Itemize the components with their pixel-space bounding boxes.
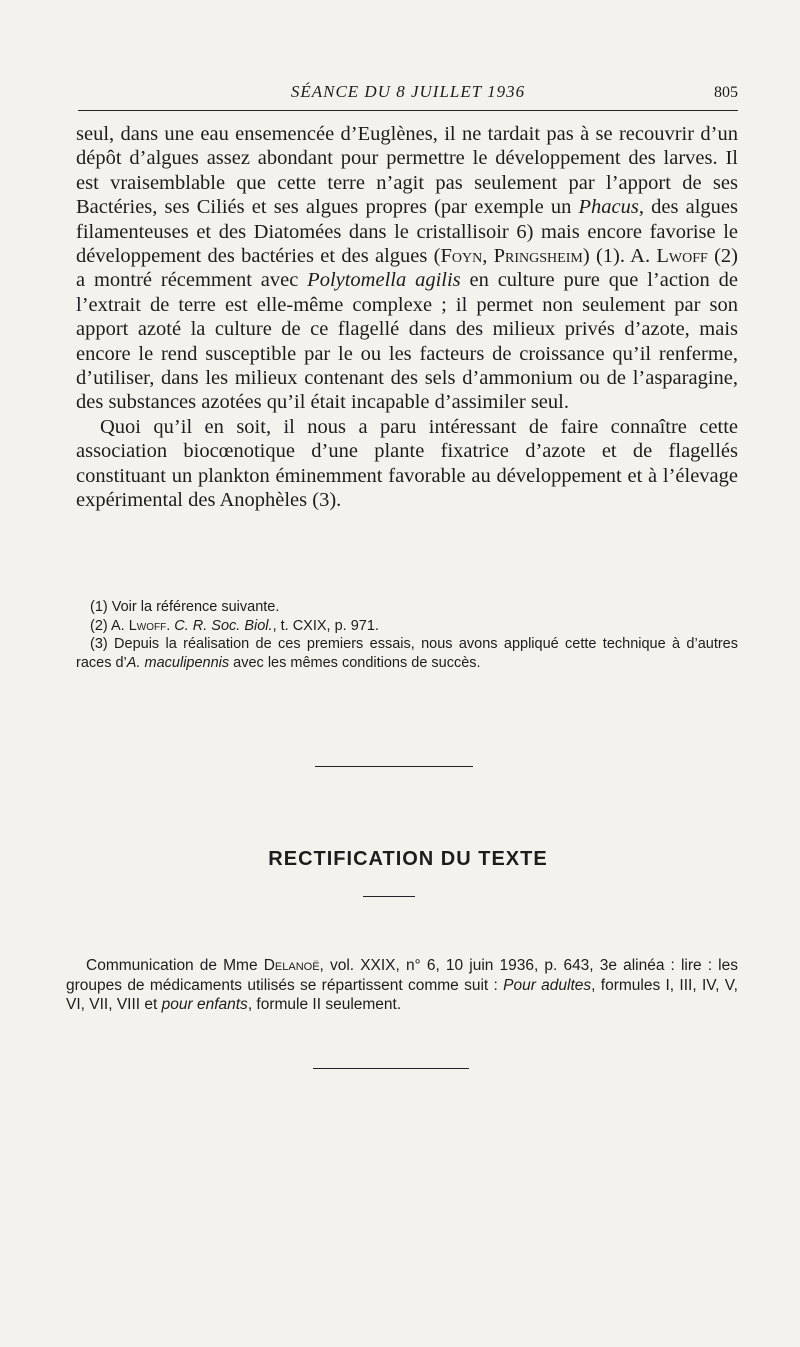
footnote-3 bbox=[76, 635, 738, 672]
paragraph-1-text-a: seul, dans une eau ensemencée d’Euglènes, il ne tardait pas à se recouvrir d’un dépôt d’algues assez abondant pour permettre le développement des larves. Il est vraisemblable que cette terre n’agit pas seulement par l’apport de ses Bactéries, ses Ciliés et ses algues propres (par exemple un bbox=[76, 123, 738, 219]
footnote-3-text-b: avec les mêmes conditions de succès. bbox=[229, 654, 481, 671]
correction-children: pour enfants bbox=[161, 996, 248, 1013]
correction-text-d: , formule II seulement. bbox=[247, 996, 402, 1013]
end-rule bbox=[313, 1068, 469, 1069]
footnotes bbox=[76, 598, 738, 672]
paragraph-1-text-e: en culture pure que l’action de l’extrait de terre est elle-même complexe ; il permet non seulement par son apport azoté la culture de ce flagellé dans des milieux privés d’azote, mais encore le rend susceptible par le ou les facteurs de croissance qu’il renferme, d’utiliser, dans les milieux contenant des sels d’ammonium ou de l’asparagine, des substances azotées qu’il était incapable d’assimiler seul. bbox=[76, 269, 739, 414]
footnote-2-journal: C. R. Soc. Biol. bbox=[174, 617, 273, 634]
paragraph-1-text-d: (2) a montré récemment avec bbox=[76, 245, 739, 292]
separator-rule bbox=[315, 766, 473, 767]
running-title: SÉANCE DU 8 JUILLET 1936 bbox=[290, 82, 526, 101]
main-text bbox=[76, 122, 738, 513]
paragraph-2: Quoi qu’il en soit, il nous a paru intéressant de faire connaître cette association biocœnotique d’une plante fixatrice d’azote et de flagellés constituant un plankton éminemment favorable au développement et à l’élevage expérimental des Anophèles (3). bbox=[76, 415, 738, 512]
running-head bbox=[78, 82, 738, 110]
heading-underline-rule bbox=[363, 896, 415, 897]
footnote-2 bbox=[76, 617, 738, 636]
section-heading: RECTIFICATION DU TEXTE bbox=[268, 848, 548, 870]
correction-adults: Pour adultes bbox=[503, 976, 592, 994]
footnote-2-text-b: . bbox=[166, 617, 175, 634]
footnote-2-text-c: , t. CXIX, p. 971. bbox=[272, 617, 379, 634]
paragraph-1-text-c: ) (1). A. bbox=[582, 245, 657, 268]
footnote-3-text-a: (3) Depuis la réalisation de ces premiers essais, nous avons appliqué cette technique à d’autres races d’ bbox=[76, 636, 738, 671]
page-number: 805 bbox=[714, 84, 738, 101]
author-lwoff: Lwoff bbox=[656, 245, 708, 268]
genus-phacus: Phacus bbox=[578, 196, 639, 219]
paragraph-1 bbox=[76, 122, 738, 415]
header-rule bbox=[78, 110, 738, 111]
footnote-3-species: A. maculipennis bbox=[126, 654, 230, 671]
footnote-2-author: Lwoff bbox=[128, 617, 167, 634]
correction-text-c: , formules I, III, IV, V, VI, VII, VIII et bbox=[66, 976, 738, 1013]
correction-author: Delanoë bbox=[263, 957, 320, 974]
correction-text-b: , vol. XXIX, n° 6, 10 juin 1936, p. 643, 3e alinéa : lire : les groupes de médicaments utilisés se répartissent comme suit : bbox=[66, 957, 738, 994]
footnote-2-text-a: (2) A. bbox=[90, 617, 129, 634]
correction-paragraph bbox=[66, 956, 738, 1015]
author-names: Foyn, Pringsheim bbox=[440, 245, 583, 268]
footnote-1: (1) Voir la référence suivante. bbox=[90, 599, 280, 615]
paragraph-1-text-b: , des algues filamenteuses et des Diatomées dans le cristallisoir 6) mais encore favorise le développement des bactéries et des algues ( bbox=[76, 196, 738, 268]
species-polytomella: Polytomella agilis bbox=[307, 269, 461, 292]
correction-text-a: Communication de Mme bbox=[86, 957, 264, 974]
